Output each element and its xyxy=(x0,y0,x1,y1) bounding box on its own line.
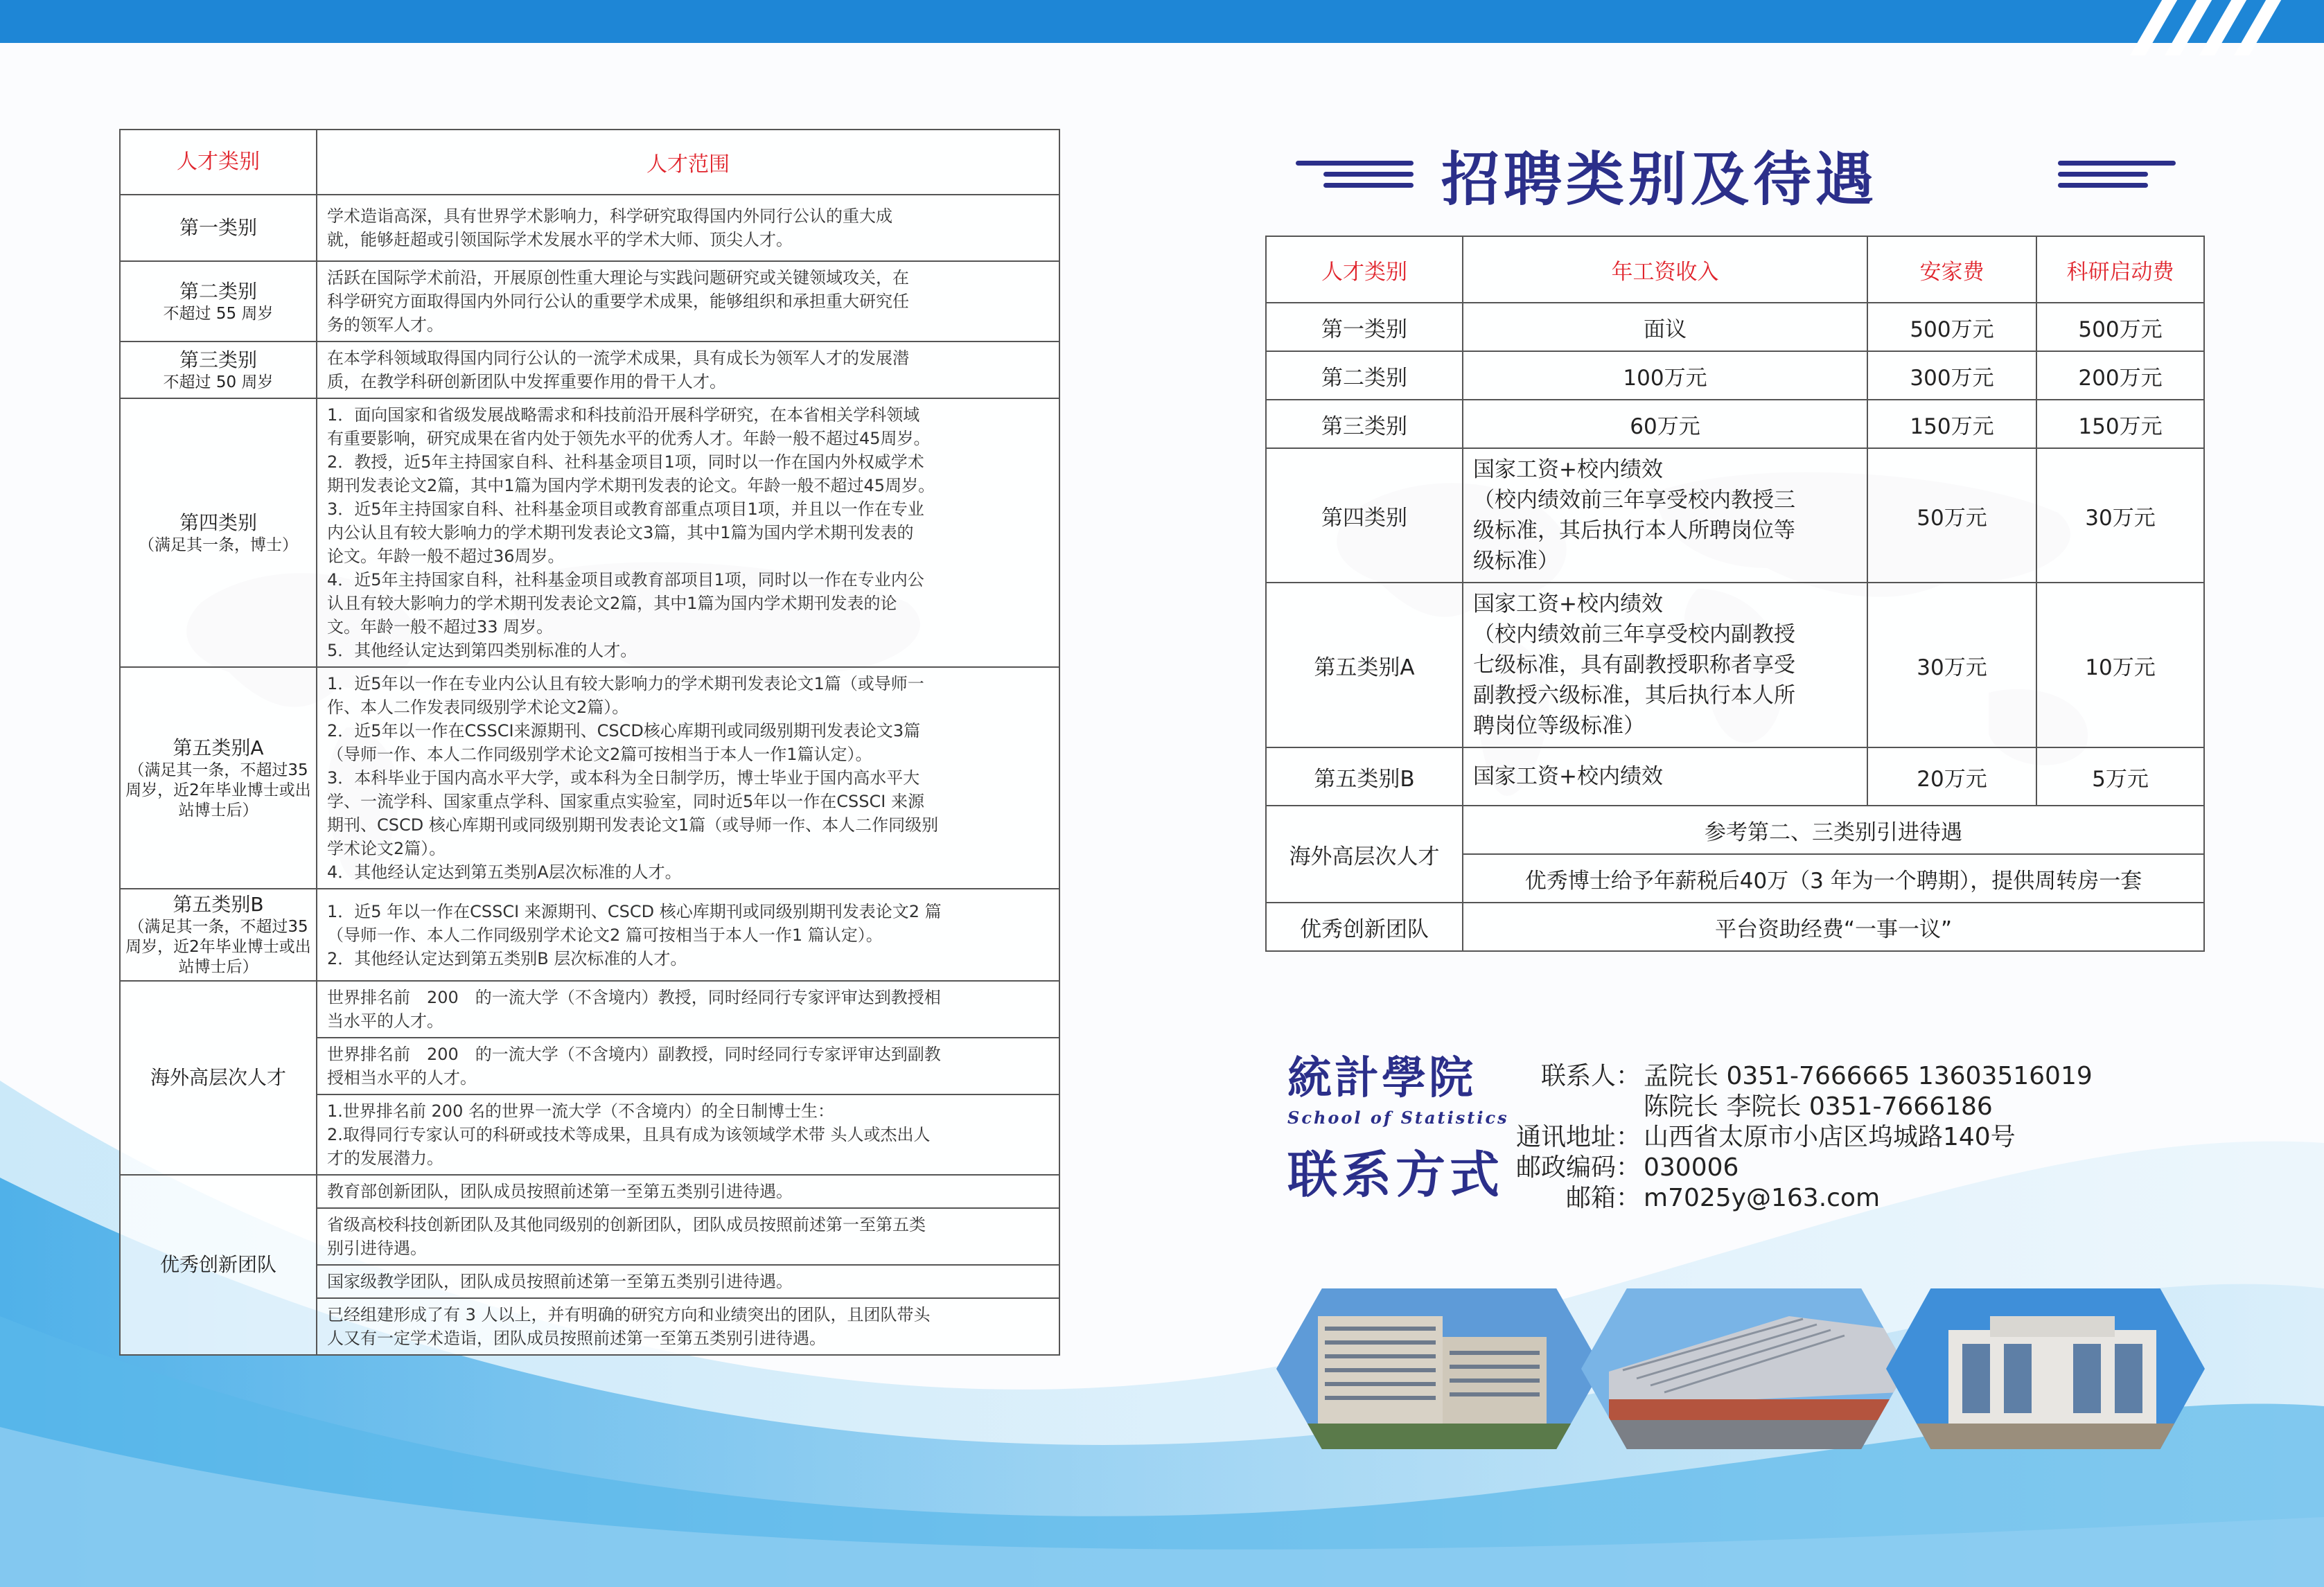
scope-line: 作、本人二作发表同级别学术论文2篇）。 xyxy=(327,698,629,717)
title-decor-line xyxy=(1323,183,1414,188)
category-note: （满足其一条，不超过35周岁，近2年毕业博士或出站博士后） xyxy=(125,761,311,819)
category-name: 第三类别 xyxy=(179,348,257,371)
category-name: 第一类别 xyxy=(179,216,257,239)
scope-line: 4．其他经认定达到第五类别A层次标准的人才。 xyxy=(327,862,682,882)
scope-cell xyxy=(317,195,1059,261)
contact-heading: 联系方式 xyxy=(1287,1145,1504,1204)
section-title-wrap xyxy=(1296,129,2177,213)
title-decor-line xyxy=(2058,161,2176,166)
category-cell: 第五类别A xyxy=(1266,583,1463,747)
header-salary: 年工资收入 xyxy=(1463,236,1867,303)
scope-line: 省级高校科技创新团队及其他同级别的创新团队，团队成员按照前述第一至第五类 xyxy=(327,1215,926,1234)
scope-line: 4．近5年主持国家自科，社科基金项目或教育部项目1项，同时以一作在专业内公 xyxy=(327,570,924,589)
table-row xyxy=(1266,583,2204,747)
scope-line: （导师一作、本人二作同级别学术论文2篇可按相当于本人一作1篇认定）。 xyxy=(327,745,872,764)
scope-cell xyxy=(317,889,1059,981)
school-name-en: School of Statistics xyxy=(1287,1108,1509,1128)
housing-cell: 50万元 xyxy=(1867,448,2036,583)
salary-line: 国家工资+校内绩效 xyxy=(1473,592,1663,617)
table-header-row xyxy=(120,130,1059,195)
category-name: 优秀创新团队 xyxy=(159,1253,276,1276)
category-cell xyxy=(120,398,317,667)
address-row xyxy=(1515,1122,2093,1153)
salary-line: 副教授六级标准，其后执行本人所 xyxy=(1473,683,1795,708)
title-decor-line xyxy=(1296,161,1414,166)
housing-cell: 500万元 xyxy=(1867,303,2036,351)
scope-line: 世界排名前 200 的一流大学（不含境内）副教授，同时经同行专家评审达到副教 xyxy=(327,1045,941,1064)
housing-cell: 20万元 xyxy=(1867,747,2036,806)
merged-cell: 参考第二、三类别引进待遇 xyxy=(1463,806,2204,854)
scope-cell xyxy=(317,1038,1059,1094)
email-label: 邮箱： xyxy=(1565,1184,1641,1212)
header-category: 人才类别 xyxy=(1266,236,1463,303)
scope-line: 务的领军人才。 xyxy=(327,315,443,335)
category-cell: 第二类别 xyxy=(1266,351,1463,400)
salary-line: 国家工资+校内绩效 xyxy=(1473,457,1663,482)
contact-label: 联系人： xyxy=(1540,1062,1641,1090)
salary-cell: 国家工资+校内绩效 xyxy=(1463,747,1867,806)
housing-cell: 30万元 xyxy=(1867,583,2036,747)
scope-line: 授相当水平的人才。 xyxy=(327,1068,477,1088)
school-block xyxy=(1287,1043,1509,1207)
scope-line: 期刊、CSCD 核心库期刊或同级别期刊发表论文1篇（或导师一作、本人二作同级别 xyxy=(327,815,939,835)
table-row xyxy=(1266,303,2204,351)
salary-cell xyxy=(1463,448,1867,583)
table-row xyxy=(120,1175,1059,1208)
scope-cell xyxy=(317,1175,1059,1208)
scope-line: 当水平的人才。 xyxy=(327,1011,443,1031)
table-row xyxy=(120,889,1059,981)
scope-line: 活跃在国际学术前沿，开展原创性重大理论与实践问题研究或关键领域攻关，在 xyxy=(327,268,909,287)
postcode-value: 030006 xyxy=(1644,1153,1739,1182)
salary-line: 级标准） xyxy=(1473,549,1559,574)
scope-cell xyxy=(317,1094,1059,1175)
header-scope: 人才范围 xyxy=(317,130,1059,195)
table-row xyxy=(1266,806,2204,854)
scope-line: 1．近5年以一作在专业内公认且有较大影响力的学术期刊发表论文1篇（或导师一 xyxy=(327,674,924,693)
scope-line: 2．教授，近5年主持国家自科、社科基金项目1项，同时以一作在国内外权威学术 xyxy=(327,452,924,472)
salary-cell: 面议 xyxy=(1463,303,1867,351)
merged-cell: 优秀博士给予年薪税后40万（3 年为一个聘期），提供周转房一套 xyxy=(1463,854,2204,903)
salary-line: 聘岗位等级标准） xyxy=(1473,713,1645,738)
salary-cell: 100万元 xyxy=(1463,351,1867,400)
category-cell xyxy=(120,889,317,981)
scope-line: 3．本科毕业于国内高水平大学，或本科为全日制学历，博士毕业于国内高水平大 xyxy=(327,768,920,788)
category-cell: 海外高层次人才 xyxy=(1266,806,1463,903)
scope-cell xyxy=(317,398,1059,667)
address-label: 通讯地址： xyxy=(1515,1123,1641,1151)
school-name: 統計學院 xyxy=(1287,1052,1476,1104)
housing-cell: 150万元 xyxy=(1867,400,2036,448)
email-link[interactable]: m7025y@163.com xyxy=(1644,1184,1881,1212)
category-name: 海外高层次人才 xyxy=(150,1066,286,1089)
scope-line: 国家级教学团队，团队成员按照前述第一至第五类别引进待遇。 xyxy=(327,1272,793,1291)
scope-line: 学术论文2篇）。 xyxy=(327,839,446,858)
title-decor-line xyxy=(1323,172,1414,177)
category-cell xyxy=(120,667,317,889)
research-cell: 5万元 xyxy=(2036,747,2204,806)
scope-line: 已经组建形成了有 3 人以上，并有明确的研究方向和业绩突出的团队，且团队带头 xyxy=(327,1305,931,1324)
table-header-row xyxy=(1266,236,2204,303)
contact-phone-1: 孟院长 0351-7666665 13603516019 xyxy=(1644,1062,2093,1090)
scope-line: 有重要影响，研究成果在省内处于领先水平的优秀人才。年龄一般不超过45周岁。 xyxy=(327,429,931,448)
email-row xyxy=(1565,1183,2093,1214)
header-housing: 安家费 xyxy=(1867,236,2036,303)
title-decor-line xyxy=(2058,172,2148,177)
category-cell: 第四类别 xyxy=(1266,448,1463,583)
table-row xyxy=(120,261,1059,342)
scope-line: 文。年龄一般不超过33 周岁。 xyxy=(327,617,554,637)
research-cell: 150万元 xyxy=(2036,400,2204,448)
scope-line: 期刊发表论文2篇，其中1篇为国内学术期刊发表的论文。年龄一般不超过45周岁。 xyxy=(327,476,935,495)
contact-row xyxy=(1644,1092,2093,1122)
table-row xyxy=(1266,448,2204,583)
scope-cell xyxy=(317,261,1059,342)
contact-phone-2: 陈院长 李院长 0351-7666186 xyxy=(1644,1092,1993,1121)
table-row xyxy=(120,981,1059,1038)
postcode-label: 邮政编码： xyxy=(1515,1153,1641,1182)
scope-line: 1.世界排名前 200 名的世界一流大学（不含境内）的全日制博士生： xyxy=(327,1101,834,1121)
research-cell: 30万元 xyxy=(2036,448,2204,583)
scope-line: 2．近5年以一作在CSSCI来源期刊、CSCD核心库期刊或同级别期刊发表论文3篇 xyxy=(327,721,921,741)
category-cell xyxy=(120,981,317,1175)
category-name: 第二类别 xyxy=(179,279,257,303)
scope-line: 学、一流学科、国家重点学科、国家重点实验室，同时近5年以一作在CSSCI 来源 xyxy=(327,792,924,811)
research-cell: 500万元 xyxy=(2036,303,2204,351)
category-name: 第五类别B xyxy=(173,893,264,916)
scope-cell xyxy=(317,1208,1059,1265)
table-row xyxy=(120,342,1059,398)
category-cell: 第一类别 xyxy=(1266,303,1463,351)
table-row xyxy=(120,667,1059,889)
postcode-row xyxy=(1515,1153,2093,1183)
scope-line: 内公认且有较大影响力的学术期刊发表论文3篇，其中1篇为国内学术期刊发表的 xyxy=(327,523,914,542)
scope-line: 1．面向国家和省级发展战略需求和科技前沿开展科学研究，在本省相关学科领域 xyxy=(327,405,920,425)
salary-cell: 60万元 xyxy=(1463,400,1867,448)
category-cell xyxy=(120,195,317,261)
scope-line: 2.取得同行专家认可的科研或技术等成果，且具有成为该领域学术带 头人或杰出人 xyxy=(327,1125,931,1144)
campus-photos xyxy=(1276,1288,2205,1449)
scope-cell xyxy=(317,981,1059,1038)
salary-line: （校内绩效前三年享受校内教授三 xyxy=(1473,488,1795,513)
salary-line: 七级标准，具有副教授职称者享受 xyxy=(1473,653,1795,677)
scope-line: 在本学科领域取得国内同行公认的一流学术成果，具有成长为领军人才的发展潜 xyxy=(327,348,909,368)
category-cell: 第三类别 xyxy=(1266,400,1463,448)
salary-cell xyxy=(1463,583,1867,747)
category-name: 第五类别A xyxy=(173,736,264,759)
scope-line: 5．其他经认定达到第四类别标准的人才。 xyxy=(327,641,637,660)
scope-cell xyxy=(317,667,1059,889)
contact-row xyxy=(1540,1061,2093,1092)
category-cell: 第五类别B xyxy=(1266,747,1463,806)
category-note: （满足其一条，不超过35 周岁，近2年毕业博士或出站博士后） xyxy=(125,918,311,976)
category-note: （满足其一条，博士） xyxy=(139,535,298,554)
research-cell: 10万元 xyxy=(2036,583,2204,747)
category-cell xyxy=(120,261,317,342)
category-cell: 优秀创新团队 xyxy=(1266,903,1463,951)
category-cell xyxy=(120,1175,317,1355)
scope-cell xyxy=(317,342,1059,398)
page-title: 招聘类别及待遇 xyxy=(1441,145,1878,213)
scope-line: 认且有较大影响力的学术期刊发表论文2篇，其中1篇为国内学术期刊发表的论 xyxy=(327,594,897,613)
title-decor-line xyxy=(2058,183,2148,188)
category-note: 不超过 55 周岁 xyxy=(163,304,274,323)
scope-cell xyxy=(317,1298,1059,1355)
campus-building-photo xyxy=(1276,1288,1602,1449)
merged-cell: 平台资助经费“一事一议” xyxy=(1463,903,2204,951)
table-row xyxy=(1266,747,2204,806)
scope-line: 1．近5 年以一作在CSSCI 来源期刊、CSCD 核心库期刊或同级别期刊发表论文2 篇 xyxy=(327,901,942,921)
scope-line: 3．近5年主持国家自科、社科基金项目或教育部重点项目1项，并且以一作在专业 xyxy=(327,499,924,519)
category-name: 第四类别 xyxy=(179,511,257,534)
table-row xyxy=(1266,903,2204,951)
header-research-fund: 科研启动费 xyxy=(2036,236,2204,303)
scope-line: 教育部创新团队，团队成员按照前述第一至第五类别引进待遇。 xyxy=(327,1182,793,1201)
table-row xyxy=(1266,351,2204,400)
scope-line: 学术造诣高深，具有世界学术影响力，科学研究取得国内外同行公认的重大成 xyxy=(327,206,892,226)
table-row xyxy=(120,398,1059,667)
scope-cell xyxy=(317,1265,1059,1298)
salary-line: 级标准，其后执行本人所聘岗位等 xyxy=(1473,518,1795,543)
research-cell: 200万元 xyxy=(2036,351,2204,400)
scope-line: 别引进待遇。 xyxy=(327,1239,427,1258)
contact-info xyxy=(1515,1061,2093,1214)
scope-line: 科学研究方面取得国内外同行公认的重要学术成果，能够组织和承担重大研究任 xyxy=(327,292,909,311)
scope-line: 就，能够赶超或引领国际学术发展水平的学术大师、顶尖人才。 xyxy=(327,230,793,249)
talent-scope-table xyxy=(119,129,1060,1356)
scope-line: 2．其他经认定达到第五类别B 层次标准的人才。 xyxy=(327,948,687,968)
category-cell xyxy=(120,342,317,398)
category-note: 不超过 50 周岁 xyxy=(163,373,274,391)
address-value: 山西省太原市小店区坞城路140号 xyxy=(1644,1123,2016,1151)
library-photo xyxy=(1886,1288,2205,1449)
scope-line: 世界排名前 200 的一流大学（不含境内）教授，同时经同行专家评审达到教授相 xyxy=(327,988,941,1007)
table-row xyxy=(1266,400,2204,448)
table-row xyxy=(120,195,1059,261)
scope-line: 质，在教学科研创新团队中发挥重要作用的骨干人才。 xyxy=(327,372,726,391)
scope-line: （导师一作、本人二作同级别学术论文2 篇可按相当于本人一作1 篇认定）。 xyxy=(327,925,883,945)
benefits-table xyxy=(1265,236,2205,952)
header-category: 人才类别 xyxy=(120,130,317,195)
scope-line: 论文。年龄一般不超过36周岁。 xyxy=(327,547,565,566)
stadium-photo xyxy=(1581,1288,1907,1449)
salary-line: （校内绩效前三年享受校内副教授 xyxy=(1473,622,1795,647)
housing-cell: 300万元 xyxy=(1867,351,2036,400)
scope-line: 才的发展潜力。 xyxy=(327,1149,443,1168)
scope-line: 人又有一定学术造诣，团队成员按照前述第一至第五类别引进待遇。 xyxy=(327,1329,826,1348)
